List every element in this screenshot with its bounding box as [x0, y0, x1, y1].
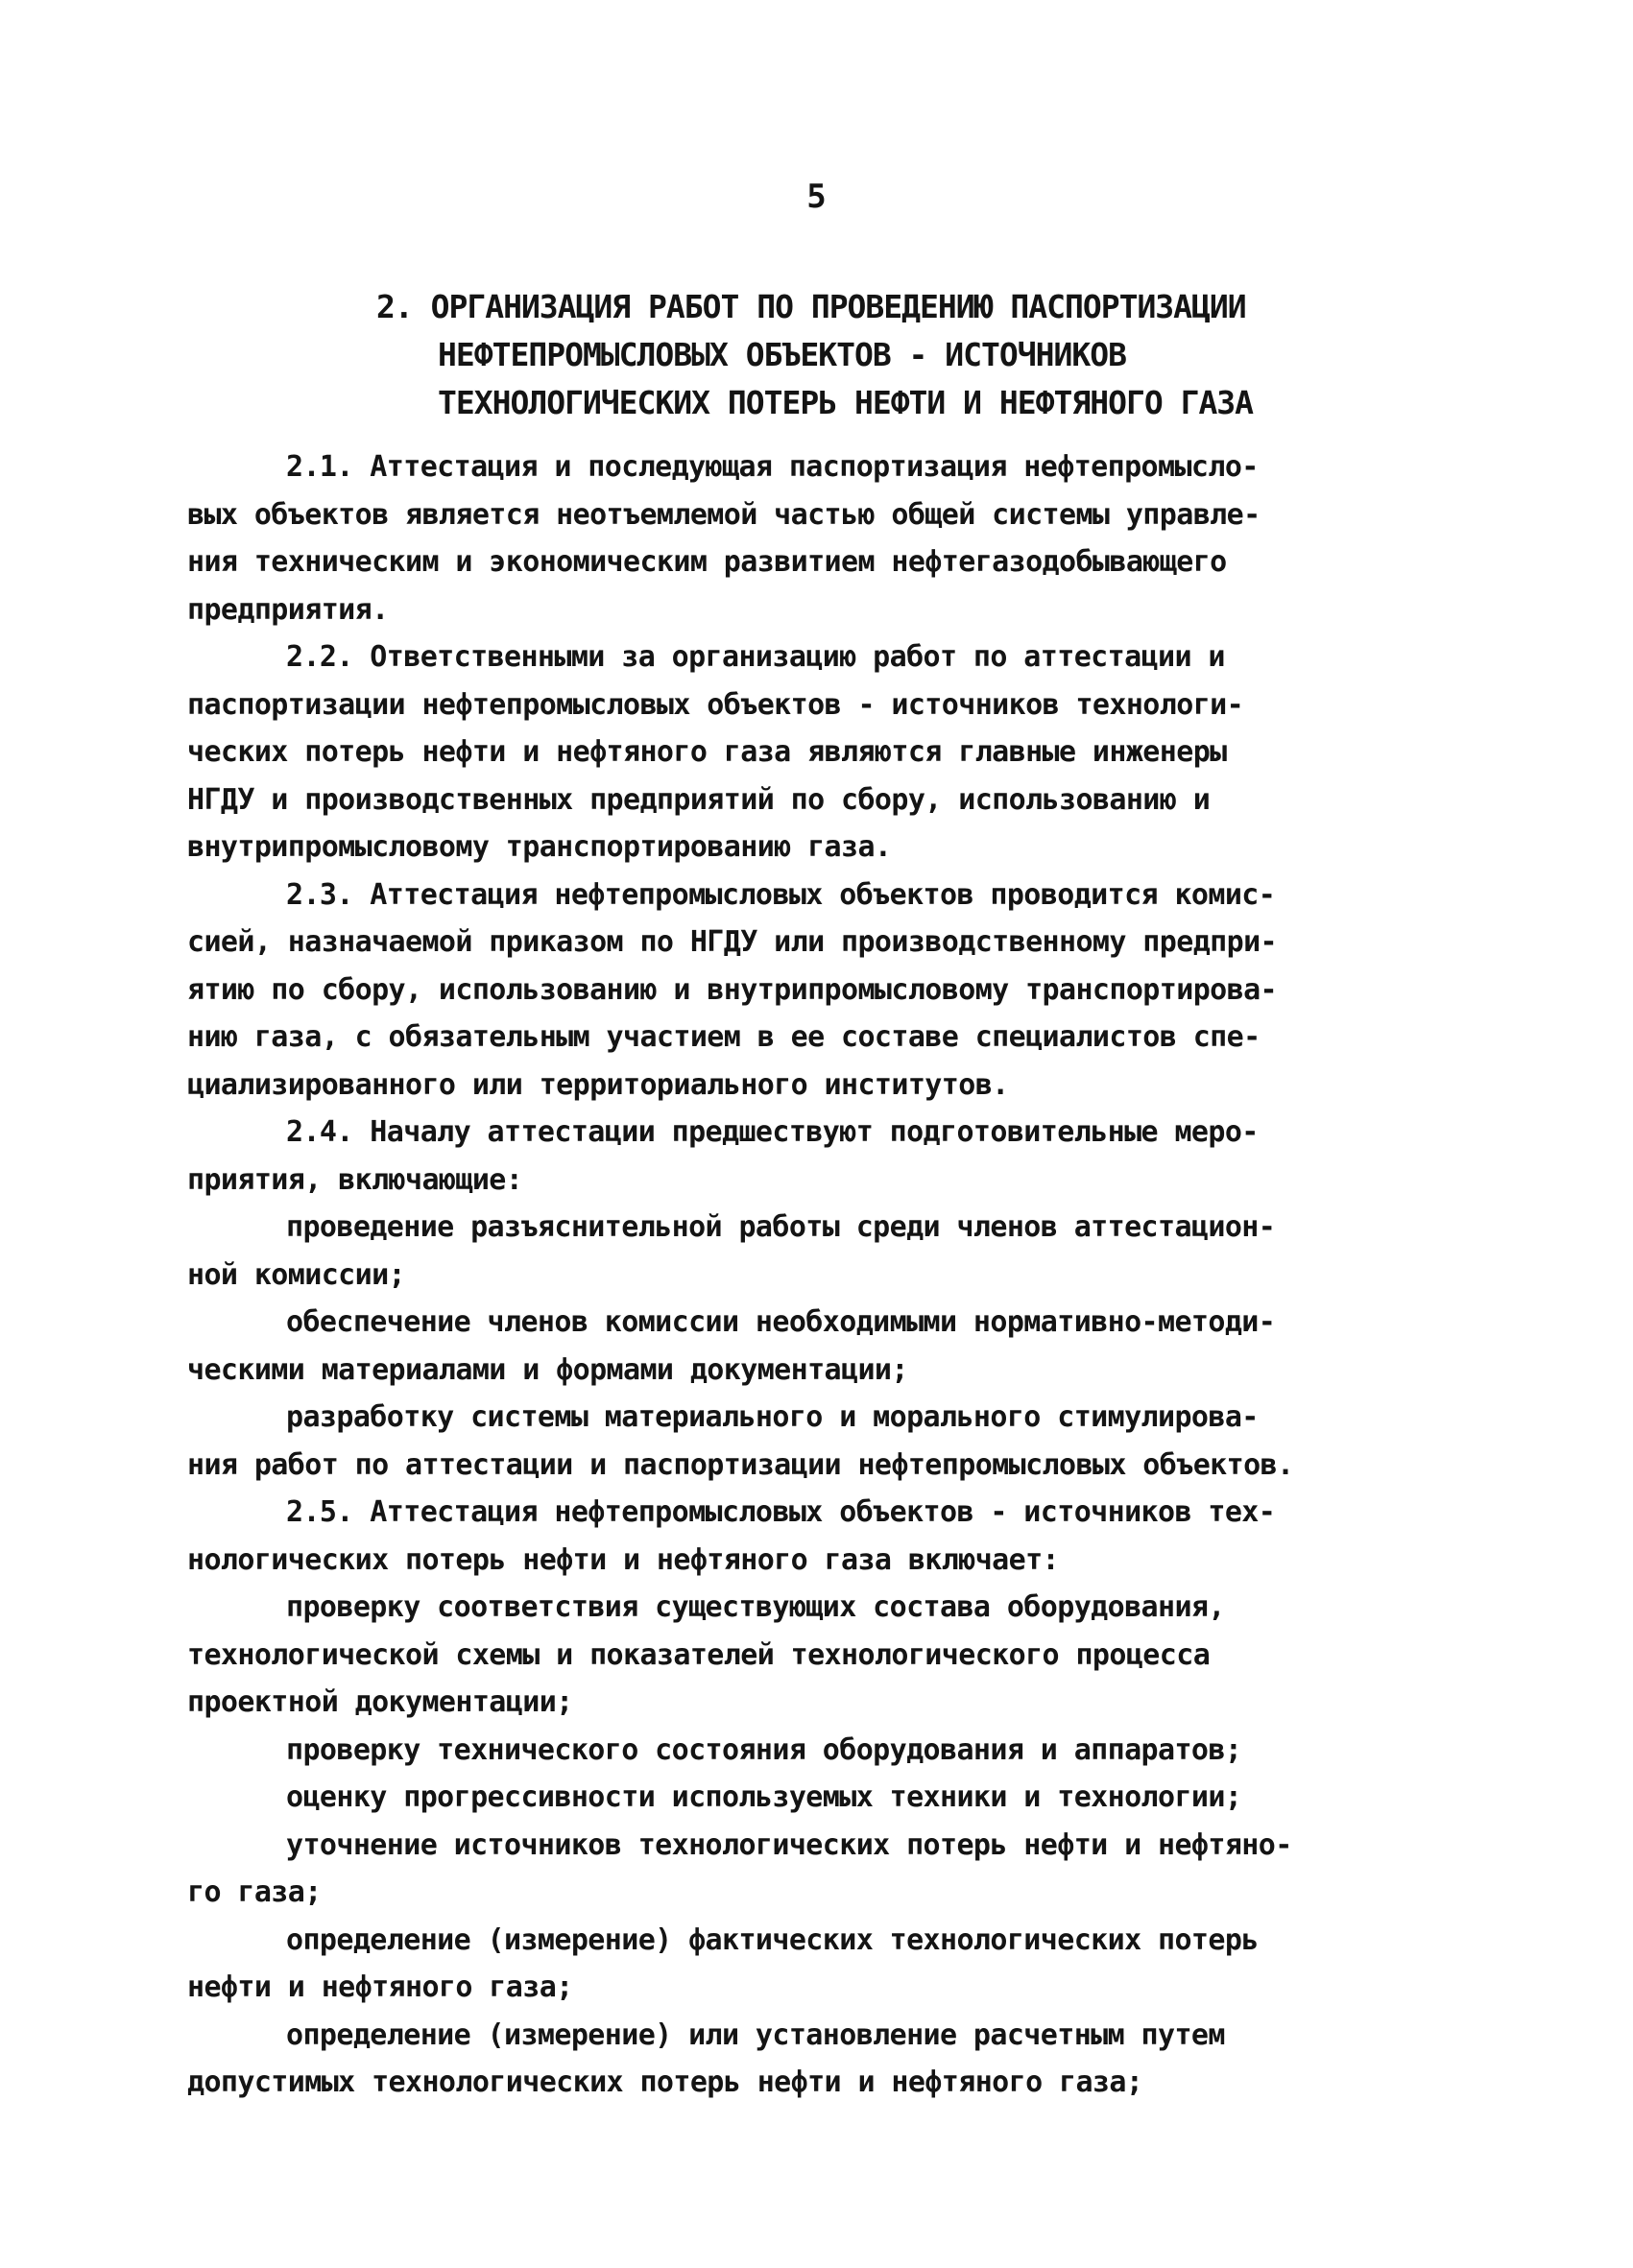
list-item-line: го газа;	[187, 1875, 322, 1909]
list-item-line: проектной документации;	[187, 1685, 573, 1719]
paragraph-2-4-line: приятия, включающие:	[187, 1162, 523, 1197]
list-item-line: допустимых технологических потерь нефти и нефтяного газа;	[187, 2065, 1143, 2099]
paragraph-2-2-line: 2.2. Ответственными за организацию работ по аттестации и	[286, 640, 1225, 674]
section-heading-line: 2. ОРГАНИЗАЦИЯ РАБОТ ПО ПРОВЕДЕНИЮ ПАСПОРТИЗАЦИИ	[376, 288, 1246, 325]
paragraph-2-3-line: сией, назначаемой приказом по НГДУ или производственному предпри-	[187, 925, 1277, 959]
list-item-line: ческими материалами и формами документации;	[187, 1352, 908, 1387]
list-item-line: оценку прогрессивности используемых техники и технологии;	[286, 1780, 1242, 1814]
paragraph-2-3-line: циализированного или территориального институтов.	[187, 1067, 1009, 1102]
paragraph-2-5-line: 2.5. Аттестация нефтепромысловых объектов - источников тех-	[286, 1495, 1276, 1529]
paragraph-2-4-line: 2.4. Началу аттестации предшествуют подготовительные меро-	[286, 1115, 1259, 1149]
paragraph-2-2-line: НГДУ и производственных предприятий по сбору, использованию и	[187, 782, 1211, 817]
paragraph-2-2-line: ческих потерь нефти и нефтяного газа являются главные инженеры	[187, 735, 1227, 769]
paragraph-2-1-line: ния техническим и экономическим развитием нефтегазодобывающего	[187, 545, 1227, 579]
list-item-line: определение (измерение) или установление расчетным путем	[286, 2017, 1225, 2052]
list-item-line: ния работ по аттестации и паспортизации нефтепромысловых объектов.	[187, 1447, 1294, 1482]
paragraph-2-2-line: внутрипромысловому транспортированию газа.	[187, 830, 892, 864]
paragraph-2-3-line: ятию по сбору, использованию и внутрипромысловому транспортирова-	[187, 972, 1277, 1007]
list-item-line: обеспечение членов комиссии необходимыми нормативно-методи-	[286, 1305, 1276, 1339]
list-item-line: ной комиссии;	[187, 1257, 405, 1292]
page-number: 5	[806, 178, 827, 216]
list-item-line: проведение разъяснительной работы среди членов аттестацион-	[286, 1210, 1276, 1244]
paragraph-2-2-line: паспортизации нефтепромысловых объектов - источников технологи-	[187, 687, 1244, 722]
list-item-line: технологической схемы и показателей технологического процесса	[187, 1637, 1211, 1672]
paragraph-2-5-line: нологических потерь нефти и нефтяного газа включает:	[187, 1542, 1059, 1577]
paragraph-2-3-line: 2.3. Аттестация нефтепромысловых объектов проводится комис-	[286, 877, 1276, 912]
paragraph-2-1-line: вых объектов является неотъемлемой частью общей системы управле-	[187, 497, 1261, 532]
section-heading-line: ТЕХНОЛОГИЧЕСКИХ ПОТЕРЬ НЕФТИ И НЕФТЯНОГО ГАЗА	[438, 384, 1254, 421]
list-item-line: определение (измерение) фактических технологических потерь	[286, 1922, 1259, 1957]
paragraph-2-1-line: предприятия.	[187, 592, 389, 627]
section-heading	[376, 283, 1253, 427]
list-item-line: проверку соответствия существующих состава оборудования,	[286, 1590, 1225, 1624]
list-item-line: проверку технического состояния оборудования и аппаратов;	[286, 1732, 1242, 1767]
section-heading-line: НЕФТЕПРОМЫСЛОВЫХ ОБЪЕКТОВ - ИСТОЧНИКОВ	[438, 336, 1126, 373]
body-text	[187, 443, 1435, 2107]
paragraph-2-1-line: 2.1. Аттестация и последующая паспортизация нефтепромысло-	[286, 450, 1259, 484]
paragraph-2-3-line: нию газа, с обязательным участием в ее составе специалистов спе-	[187, 1020, 1261, 1054]
list-item-line: уточнение источников технологических потерь нефти и нефтяно-	[286, 1827, 1292, 1862]
list-item-line: нефти и нефтяного газа;	[187, 1970, 573, 2004]
list-item-line: разработку системы материального и морального стимулирова-	[286, 1400, 1259, 1434]
